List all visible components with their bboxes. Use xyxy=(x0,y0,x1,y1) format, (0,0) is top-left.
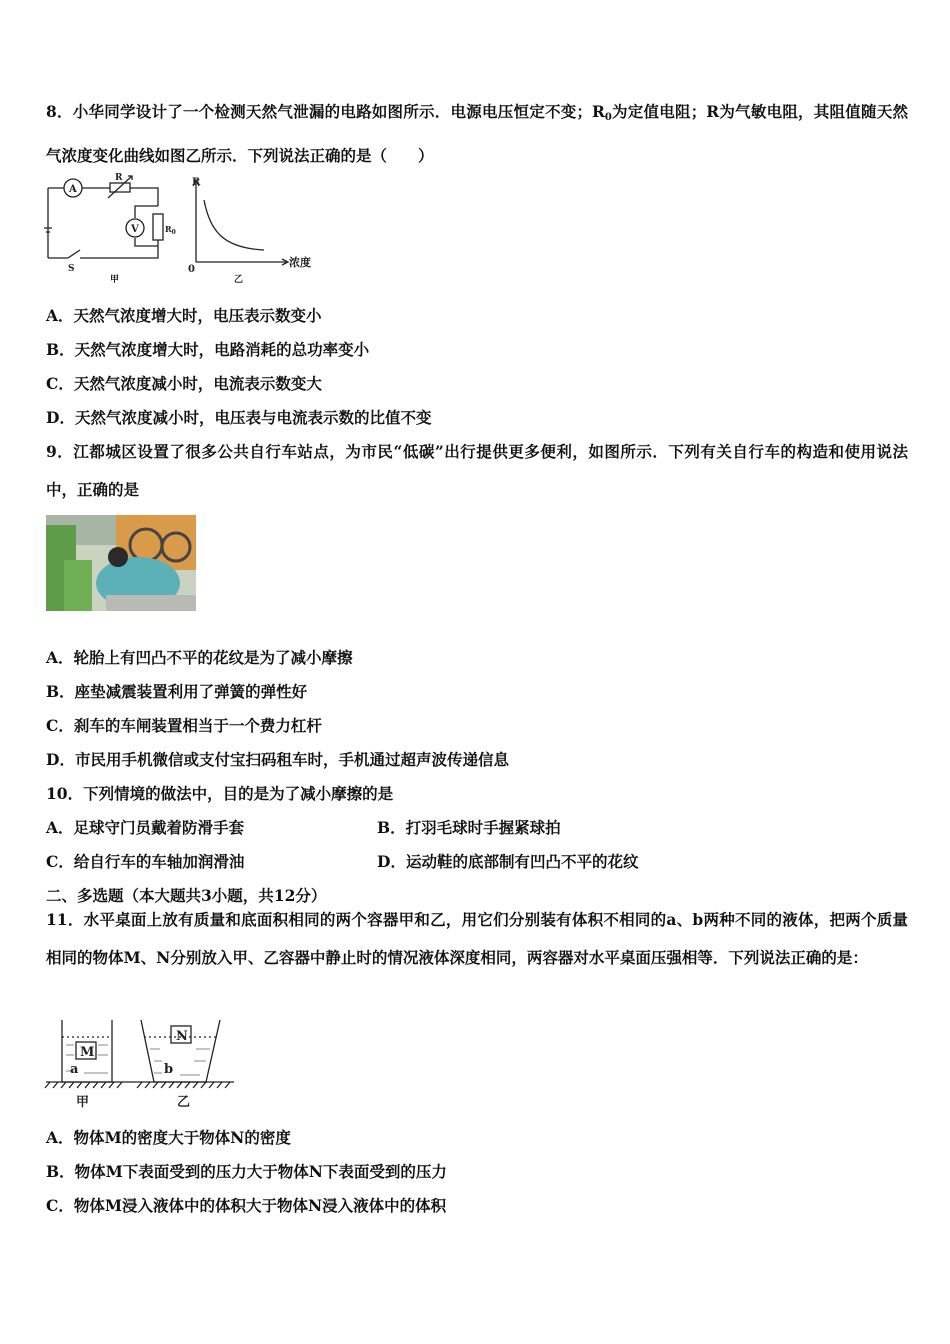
resistance-curve xyxy=(204,200,264,250)
ammeter-label: A xyxy=(69,184,77,195)
q11-stem: 11．水平桌面上放有质量和底面积相同的两个容器甲和乙，用它们分别装有体积不相同的a、b两种不同的液体，把两个质量相同的物体M、N分别放入甲、乙容器中静止时的情况液体深度相同，两容器对水平桌面压强相等．下列说法正确的是： xyxy=(46,910,908,967)
q10-option-c: C．给自行车的车轴加润滑油 xyxy=(46,852,245,871)
caption-jia: 甲 xyxy=(76,1095,90,1110)
caption-yi: 乙 xyxy=(177,1095,191,1110)
q9-option-c: C．刹车的车闸装置相当于一个费力杠杆 xyxy=(46,716,322,735)
q8-circuit-diagram xyxy=(40,170,190,285)
q8-option-d: D．天然气浓度减小时，电压表与电流表示数的比值不变 xyxy=(46,408,432,427)
q11-option-c: C．物体M浸入液体中的体积大于物体N浸入液体中的体积 xyxy=(46,1196,447,1215)
q10-stem: 10．下列情境的做法中，目的是为了减小摩擦的是 xyxy=(46,784,394,803)
object-n: N xyxy=(176,1029,188,1044)
q11-containers-diagram xyxy=(44,1015,244,1110)
caption-left: 甲 xyxy=(110,275,120,285)
liquid-b: b xyxy=(164,1062,174,1077)
q8-option-c: C．天然气浓度减小时，电流表示数变大 xyxy=(46,374,322,393)
bicycle-station-photo xyxy=(46,515,196,611)
object-m: M xyxy=(80,1045,95,1060)
q10-option-b: B．打羽毛球时手握紧球拍 xyxy=(377,818,561,837)
q9-option-a: A．轮胎上有凹凸不平的花纹是为了减小摩擦 xyxy=(46,648,353,667)
q9-option-d: D．市民用手机微信或支付宝扫码租车时，手机通过超声波传递信息 xyxy=(46,750,509,769)
switch-label: S xyxy=(68,264,75,274)
graph-y-label: R xyxy=(192,177,201,188)
graph-x-label: 浓度 xyxy=(289,256,311,269)
q9-stem: 9．江都城区设置了很多公共自行车站点，为市民“低碳”出行提供更多便利，如图所示．下列有关自行车的构造和使用说法中，正确的是 xyxy=(46,442,908,499)
q10-option-d: D．运动鞋的底部制有凹凸不平的花纹 xyxy=(377,852,639,871)
liquid-a: a xyxy=(70,1062,79,1077)
caption-right: 乙 xyxy=(234,275,244,285)
q11-option-a: A．物体M的密度大于物体N的密度 xyxy=(46,1128,291,1147)
q9-option-b: B．座垫减震装置利用了弹簧的弹性好 xyxy=(46,682,308,701)
q8-stem: 8．小华同学设计了一个检测天然气泄漏的电路如图所示．电源电压恒定不变；$R_0$为定值电阻；R为气敏电阻，其阻值随天然气浓度变化曲线如图乙所示．下列说法正确的是（ ） xyxy=(46,102,908,165)
resistor-label: R xyxy=(115,173,123,183)
q8-resistance-graph xyxy=(186,170,326,285)
q8-option-a: A．天然气浓度增大时，电压表示数变小 xyxy=(46,306,322,325)
voltmeter-label: V xyxy=(131,224,139,235)
r0-label: $R_0$ xyxy=(165,224,176,236)
graph-origin: 0 xyxy=(188,264,195,275)
q10-option-a: A．足球守门员戴着防滑手套 xyxy=(46,818,245,837)
section-heading: 二、多选题（本大题共3小题，共12分） xyxy=(46,886,327,905)
q8-option-b: B．天然气浓度增大时，电路消耗的总功率变小 xyxy=(46,340,370,359)
q11-option-b: B．物体M下表面受到的压力大于物体N下表面受到的压力 xyxy=(46,1162,447,1181)
